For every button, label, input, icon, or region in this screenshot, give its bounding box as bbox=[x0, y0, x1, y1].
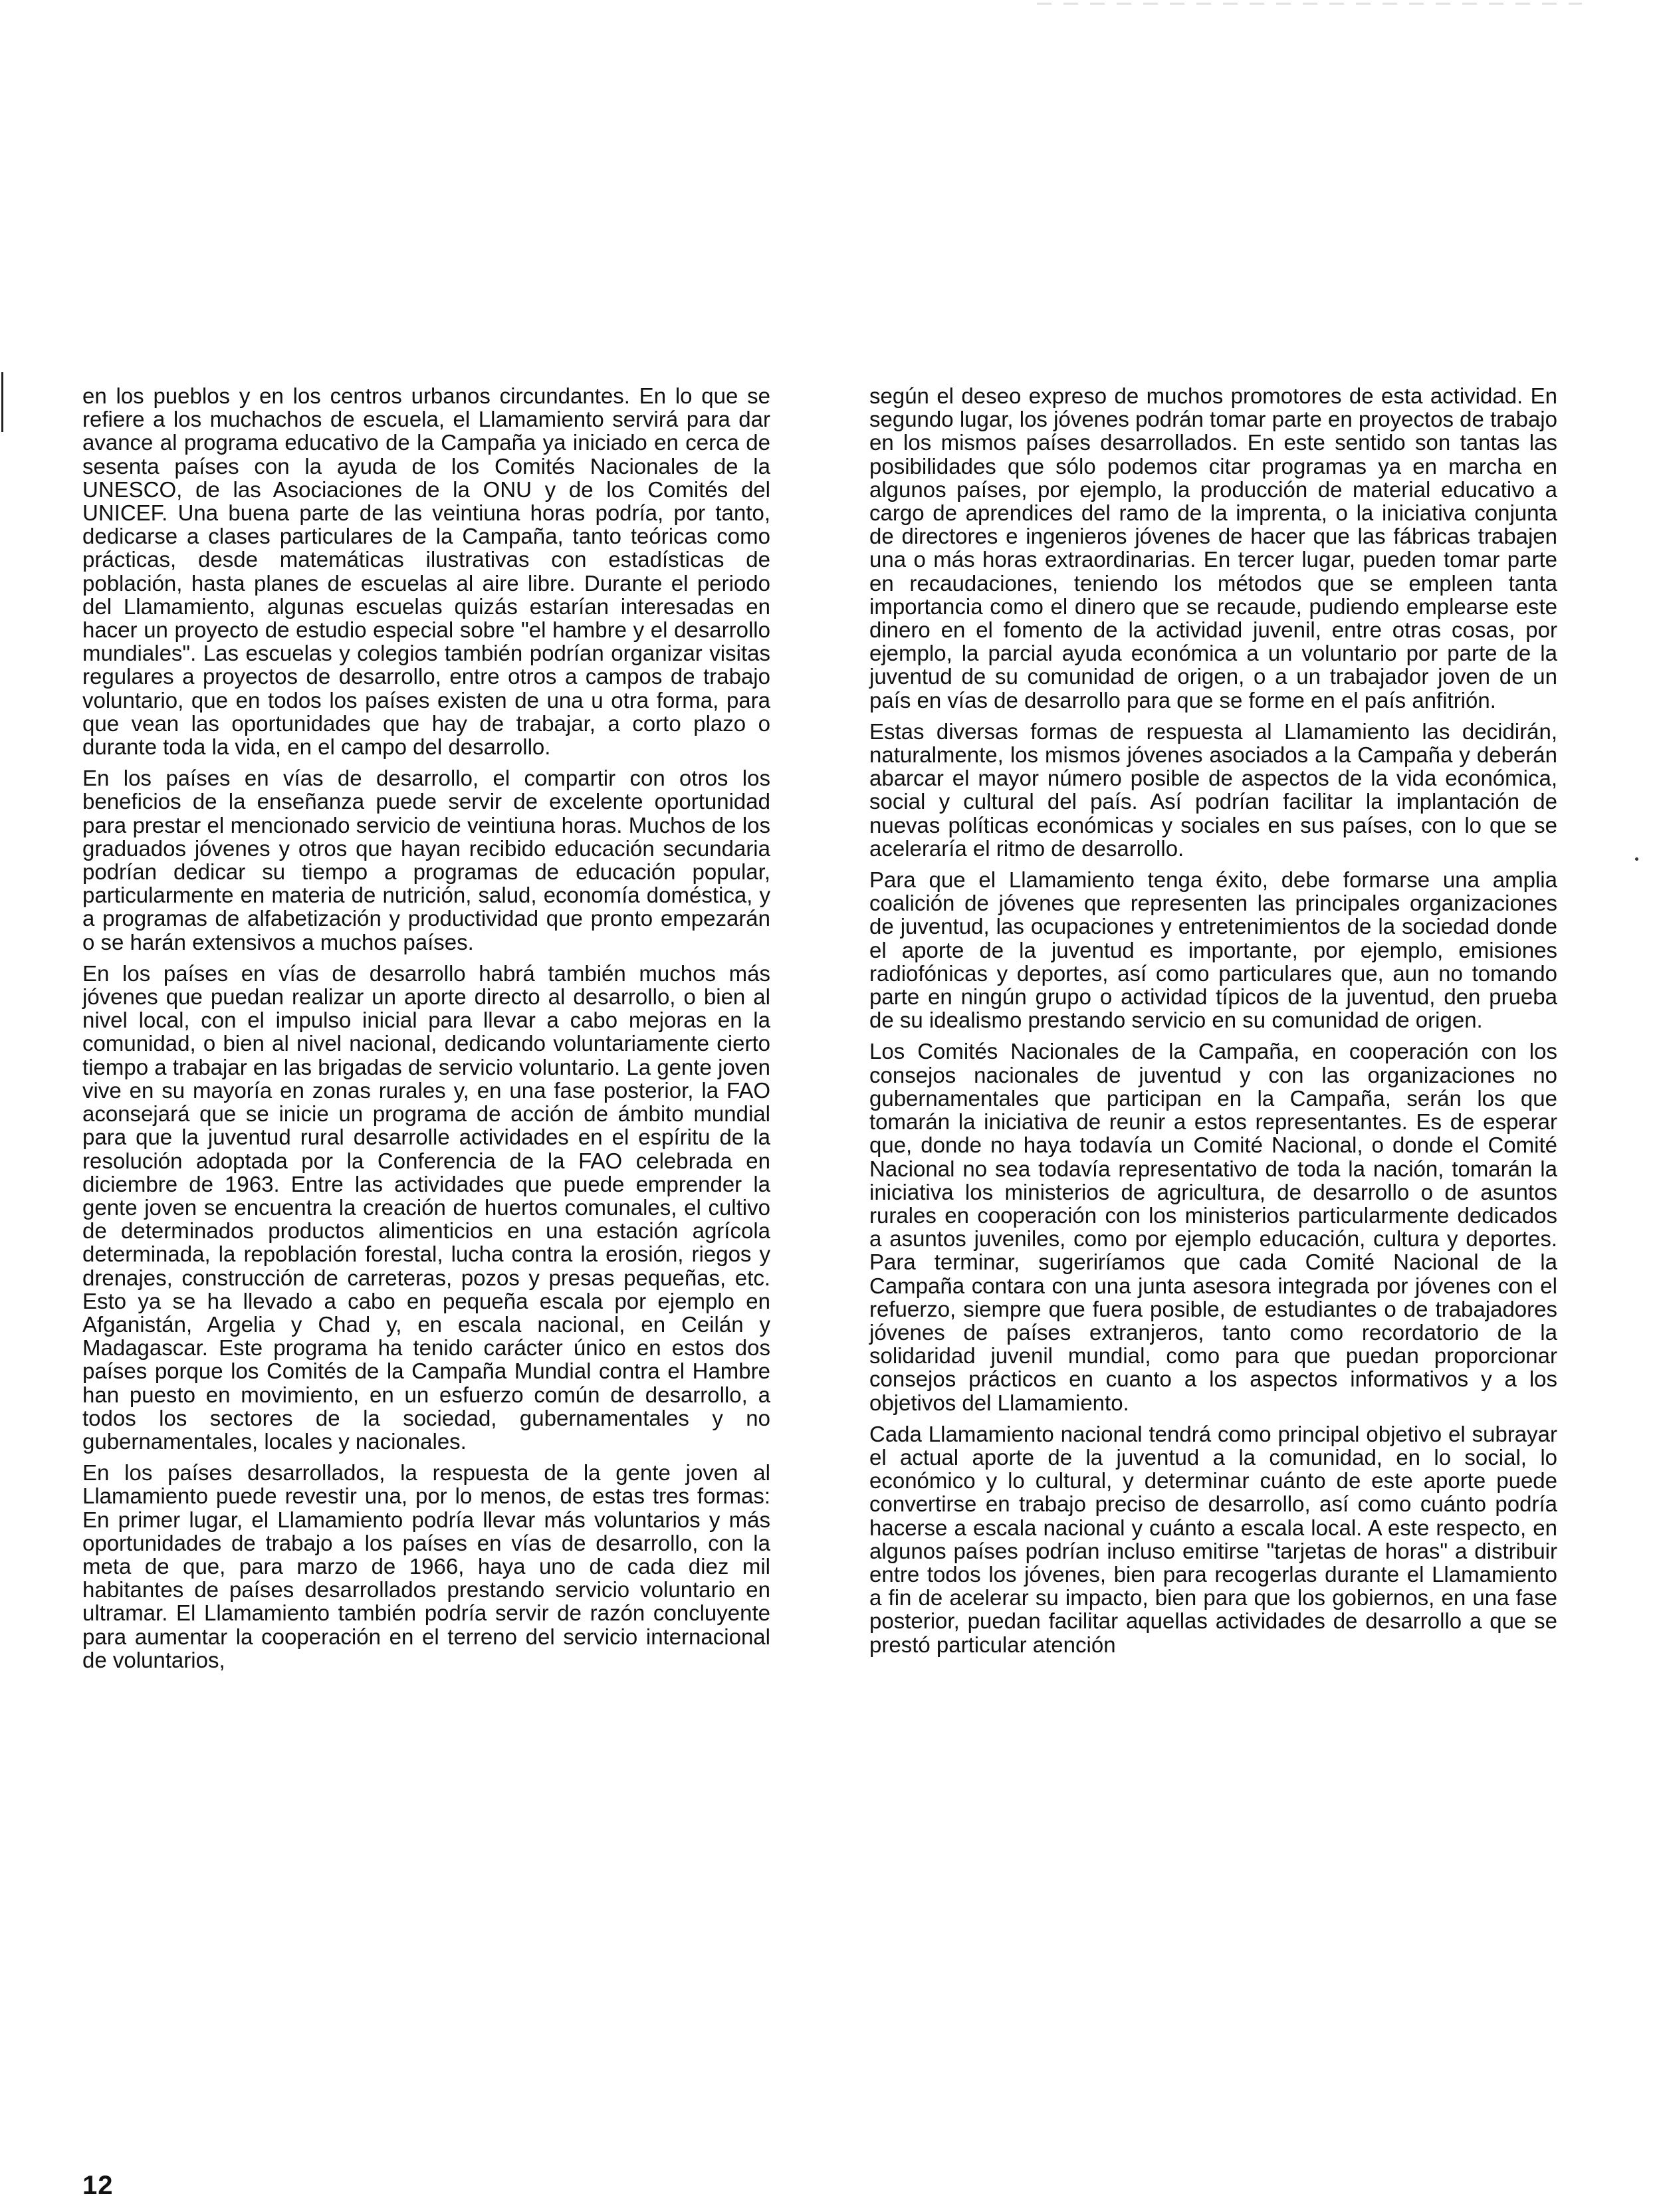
page-number: 12 bbox=[82, 2171, 114, 2200]
scan-artifact-top bbox=[1037, 3, 1582, 5]
paragraph: según el deseo expreso de muchos promotores de esta actividad. En segundo lugar, los jóvenes podrán tomar parte en proyectos de trabajo en los mismos países desarrollados. En este sentido son tantas las posibilidades que sólo podemos citar programas ya en marcha en algunos países, por ejemplo, la producción de material educativo a cargo de aprendices del ramo de la imprenta, o la iniciativa conjunta de directores e ingenieros jóvenes de hacer que las fábricas trabajen una o más horas extraordinarias. En tercer lugar, pueden tomar parte en recaudaciones, teniendo los métodos que se empleen tanta importancia como el dinero que se recaude, pudiendo emplearse este dinero en el fomento de la actividad juvenil, entre otras cosas, por ejemplo, la parcial ayuda económica a un voluntario por parte de la juventud de su comunidad de origen, o a un trabajador joven de un país en vías de desarrollo para que se forme en el país anfitrión. bbox=[869, 384, 1557, 713]
paragraph: Los Comités Nacionales de la Campaña, en cooperación con los consejos nacionales de juventud y con las organizaciones no gubernamentales que participan en la Campaña, serán los que tomarán la iniciativa de reunir a estos representantes. Es de esperar que, donde no haya todavía un Comité Nacional, o donde el Comité Nacional no sea todavía representativo de toda la nación, tomarán la iniciativa los ministerios de agricultura, de desarrollo o de asuntos rurales en cooperación con los ministerios particularmente dedicados a asuntos juveniles, como por ejemplo educación, cultura y deportes. Para terminar, sugeriríamos que cada Comité Nacional de la Campaña contara con una junta asesora integrada por jóvenes con el refuerzo, siempre que fuera posible, de estudiantes o de trabajadores jóvenes de países extranjeros, tanto como recordatorio de la solidaridad juvenil mundial, como para que puedan proporcionar consejos prácticos en cuanto a los aspectos informativos y a los objetivos del Llamamiento. bbox=[869, 1039, 1557, 1415]
paragraph: En los países desarrollados, la respuesta de la gente joven al Llamamiento puede revestir una, por lo menos, de estas tres formas: En primer lugar, el Llamamiento podría llevar más voluntarios y más oportunidades de trabajo a los países en vías de desarrollo, con la meta de que, para marzo de 1966, haya uno de cada diez mil habitantes de países desarrollados prestando servicio voluntario en ultramar. El Llamamiento también podría servir de razón concluyente para aumentar la cooperación en el terreno del servicio internacional de voluntarios, bbox=[82, 1460, 770, 1672]
paragraph: en los pueblos y en los centros urbanos circundantes. En lo que se refiere a los muchachos de escuela, el Llamamiento servirá para dar avance al programa educativo de la Campaña ya iniciado en cerca de sesenta países con la ayuda de los Comités Nacionales de la UNESCO, de las Asociaciones de la ONU y de los Comités del UNICEF. Una buena parte de las veintiuna horas podría, por tanto, dedicarse a clases particulares de la Campaña, tanto teóricas como prácticas, desde matemáticas ilustrativas con estadísticas de población, hasta planes de escuelas al aire libre. Durante el periodo del Llamamiento, algunas escuelas quizás estarían interesadas en hacer un proyecto de estudio especial sobre "el hambre y el desarrollo mundiales". Las escuelas y colegios también podrían organizar visitas regulares a proyectos de desarrollo, entre otros a campos de trabajo voluntario, que en todos los países existen de una u otra forma, para que vean las oportunidades que hay de trabajar, a corto plazo o durante toda la vida, en el campo del desarrollo. bbox=[82, 384, 770, 760]
paragraph: Estas diversas formas de respuesta al Llamamiento las decidirán, naturalmente, los mismos jóvenes asociados a la Campaña y deberán abarcar el mayor número posible de aspectos de la vida económica, social y cultural del país. Así podrían facilitar la implantación de nuevas políticas económicas y sociales en sus países, con lo que se aceleraría el ritmo de desarrollo. bbox=[869, 719, 1557, 861]
paragraph: Cada Llamamiento nacional tendrá como principal objetivo el subrayar el actual aporte de la juventud a la comunidad, en lo social, lo económico y lo cultural, y determinar cuánto de este aporte puede convertirse en trabajo preciso de desarrollo, así como cuánto podría hacerse a escala nacional y cuánto a escala local. A este respecto, en algunos países podrían incluso emitirse "tarjetas de horas" a distribuir entre todos los jóvenes, bien para recogerlas durante el Llamamiento a fin de acelerar su impacto, bien para que los gobiernos, en una fase posterior, puedan facilitar aquellas actividades de desarrollo a que se prestó particular atención bbox=[869, 1421, 1557, 1657]
paragraph: En los países en vías de desarrollo, el compartir con otros los beneficios de la enseñanza puede servir de excelente oportunidad para prestar el mencionado servicio de veintiuna horas. Muchos de los graduados jóvenes y otros que hayan recibido educación secundaria podrían dedicar su tiempo a programas de educación popular, particularmente en materia de nutrición, salud, economía doméstica, y a programas de alfabetización y productividad que pronto empezarán o se harán extensivos a muchos países. bbox=[82, 766, 770, 954]
margin-mark bbox=[1, 372, 3, 432]
paragraph: En los países en vías de desarrollo habrá también muchos más jóvenes que puedan realizar un aporte directo al desarrollo, o bien al nivel local, con el impulso inicial para llevar a cabo mejoras en la comunidad, o bien al nivel nacional, dedicando voluntariamente cierto tiempo a trabajar en las brigadas de servicio voluntario. La gente joven vive en su mayoría en zonas rurales y, en una fase posterior, la FAO aconsejará que se inicie un programa de acción de ámbito mundial para que la juventud rural desarrolle actividades en el espíritu de la resolución adoptada por la Conferencia de la FAO celebrada en diciembre de 1963. Entre las actividades que puede emprender la gente joven se encuentra la creación de huertos comunales, el cultivo de determinados productos alimenticios en una estación agrícola determinada, la repoblación forestal, lucha contra la erosión, riegos y drenajes, construcción de carreteras, pozos y presas pequeñas, etc. Esto ya se ha llevado a cabo en pequeña escala por ejemplo en Afganistán, Argelia y Chad y, en escala nacional, en Ceilán y Madagascar. Este programa ha tenido carácter único en estos dos países porque los Comités de la Campaña Mundial contra el Hambre han puesto en movimiento, en un esfuerzo común de desarrollo, a todos los sectores de la sociedad, gubernamentales y no gubernamentales, locales y nacionales. bbox=[82, 960, 770, 1454]
paragraph: Para que el Llamamiento tenga éxito, debe formarse una amplia coalición de jóvenes que representen las principales organizaciones de juventud, las ocupaciones y entretenimientos de la sociedad donde el aporte de la juventud es importante, por ejemplo, emisiones radiofónicas y deportes, así como particulares que, aun no tomando parte en ningún grupo o actividad típicos de la juventud, den prueba de su idealismo prestando servicio en su comunidad de origen. bbox=[869, 867, 1557, 1033]
text-column-left bbox=[82, 384, 770, 1680]
margin-dot bbox=[1635, 857, 1638, 861]
text-column-right bbox=[869, 384, 1557, 1664]
